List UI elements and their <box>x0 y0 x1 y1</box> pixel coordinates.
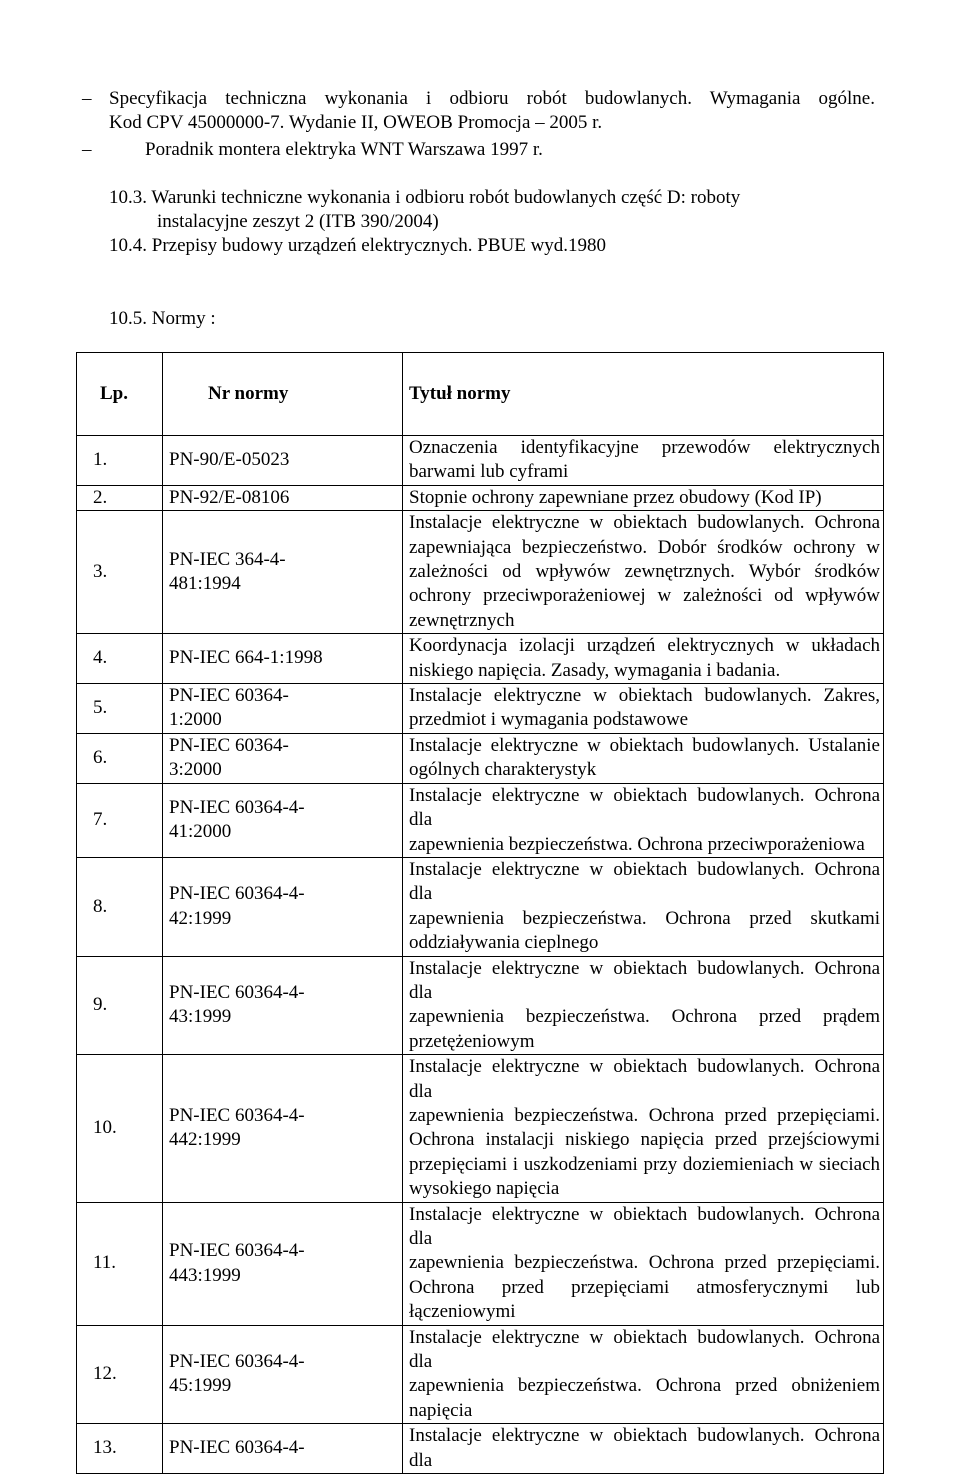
norm-number-line: PN-IEC 60364-4- <box>169 1351 305 1373</box>
reference-item-2: Poradnik montera elektryka WNT Warszawa 1997 r. <box>145 139 543 160</box>
norm-number-line: PN-92/E-08106 <box>169 486 290 508</box>
table-row <box>77 684 884 734</box>
cell-norm-number <box>163 1325 403 1424</box>
table-row <box>77 857 884 956</box>
cell-norm-title <box>403 1055 884 1202</box>
norm-number-line: 41:2000 <box>169 821 232 843</box>
norm-title-line: ochrony przeciwporażeniowej w zależności od wpływów <box>409 585 880 607</box>
norm-number-line: PN-IEC 60364-4- <box>169 1437 305 1459</box>
cell-lp: 10. <box>77 1055 163 1202</box>
reference-item-1-line-1: Specyfikacja techniczna wykonania i odbioru robót budowlanych. Wymagania ogólne. <box>109 88 875 109</box>
norm-number-line: PN-IEC 60364-4- <box>169 796 305 818</box>
cell-norm-title <box>403 634 884 684</box>
norm-title-line: zapewnienia bezpieczeństwa. Ochrona przed przepięciami. <box>409 1252 880 1274</box>
norm-title-line: zapewniająca bezpieczeństwo. Dobór środków ochrony w <box>409 536 880 558</box>
cell-lp: 7. <box>77 783 163 857</box>
norm-title-line: barwami lub cyframi <box>409 461 569 483</box>
norm-title-line: zapewnienia bezpieczeństwa. Ochrona przed prądem <box>409 1006 880 1028</box>
norm-title-line: zapewnienia bezpieczeństwa. Ochrona przeciwporażeniowa <box>409 833 865 855</box>
table-row <box>77 956 884 1055</box>
norm-number-line: 442:1999 <box>169 1129 241 1151</box>
header-title: Tytuł normy <box>403 353 884 436</box>
reference-item-1-line-2: Kod CPV 45000000-7. Wydanie II, OWEOB Promocja – 2005 r. <box>109 112 603 133</box>
norm-title-line: Instalacje elektryczne w obiektach budowlanych. Ochrona dla <box>409 1203 880 1249</box>
reference-10-3-line-2: instalacyjne zeszyt 2 (ITB 390/2004) <box>157 211 439 232</box>
norm-number-line: PN-IEC 60364-4- <box>169 981 305 1003</box>
cell-norm-number <box>163 511 403 634</box>
cell-norm-title <box>403 1424 884 1474</box>
cell-norm-title <box>403 857 884 956</box>
bullet-dash: – <box>82 139 92 160</box>
cell-norm-number <box>163 634 403 684</box>
cell-norm-title <box>403 783 884 857</box>
norm-title-line: zapewnienia bezpieczeństwa. Ochrona przed skutkami <box>409 907 880 929</box>
cell-norm-title <box>403 684 884 734</box>
cell-norm-number <box>163 783 403 857</box>
table-row <box>77 436 884 486</box>
table-row <box>77 733 884 783</box>
table-row <box>77 634 884 684</box>
norm-number-line: PN-IEC 60364- <box>169 734 289 756</box>
norm-title-line: niskiego napięcia. Zasady, wymagania i badania. <box>409 659 781 681</box>
cell-lp: 8. <box>77 857 163 956</box>
norm-title-line: zależności od wpływów zewnętrznych. Wybór środków <box>409 561 880 583</box>
norm-title-line: wysokiego napięcia <box>409 1178 560 1200</box>
cell-norm-number <box>163 684 403 734</box>
norm-number-line: PN-IEC 60364- <box>169 685 289 707</box>
cell-lp: 5. <box>77 684 163 734</box>
norm-title-line: Instalacje elektryczne w obiektach budowlanych. Ochrona dla <box>409 1056 880 1102</box>
norm-title-line: przedmiot i wymagania podstawowe <box>409 709 689 731</box>
cell-norm-number <box>163 956 403 1055</box>
norm-number-line: PN-90/E-05023 <box>169 449 290 471</box>
cell-norm-title <box>403 436 884 486</box>
cell-norm-number <box>163 857 403 956</box>
norm-title-line: Instalacje elektryczne w obiektach budowlanych. Ochrona dla <box>409 1326 880 1373</box>
cell-norm-number <box>163 733 403 783</box>
table-row <box>77 1055 884 1202</box>
norm-title-line: Instalacje elektryczne w obiektach budowlanych. Ochrona dla <box>409 858 880 905</box>
table-row <box>77 783 884 857</box>
table-header-row <box>77 353 884 436</box>
norm-number-line: PN-IEC 60364-4- <box>169 1104 305 1126</box>
norm-number-line: 43:1999 <box>169 1006 232 1028</box>
cell-norm-number <box>163 436 403 486</box>
norm-title-line: zewnętrznych <box>409 609 515 631</box>
cell-lp: 6. <box>77 733 163 783</box>
norm-number-line: 443:1999 <box>169 1264 241 1286</box>
norm-title-line: Instalacje elektryczne w obiektach budowlanych. Ochrona dla <box>409 957 880 1003</box>
section-heading: 10.5. Normy : <box>109 308 216 329</box>
norm-title-line: Instalacje elektryczne w obiektach budowlanych. Ustalanie <box>409 734 880 756</box>
cell-lp: 11. <box>77 1202 163 1325</box>
norm-title-line: ogólnych charakterystyk <box>409 759 597 781</box>
cell-norm-number <box>163 1055 403 1202</box>
norm-title-line: Oznaczenia identyfikacyjne przewodów elektrycznych <box>409 437 880 458</box>
reference-10-4: 10.4. Przepisy budowy urządzeń elektrycznych. PBUE wyd.1980 <box>109 235 607 256</box>
norm-number-line: PN-IEC 364-4- <box>169 548 286 570</box>
norm-title-line: Instalacje elektryczne w obiektach budowlanych. Ochrona dla <box>409 1425 880 1471</box>
cell-norm-number <box>163 1424 403 1474</box>
norm-title-line: Koordynacja izolacji urządzeń elektrycznych w układach <box>409 635 880 657</box>
norm-number-line: PN-IEC 60364-4- <box>169 1240 305 1262</box>
bullet-dash: – <box>82 88 92 109</box>
cell-norm-title <box>403 1325 884 1424</box>
norm-title-line: przetężeniowym <box>409 1030 535 1052</box>
cell-lp: 1. <box>77 436 163 486</box>
header-nr: Nr normy <box>163 353 403 436</box>
cell-norm-title <box>403 956 884 1055</box>
table-row <box>77 511 884 634</box>
cell-norm-title <box>403 1202 884 1325</box>
cell-norm-title <box>403 733 884 783</box>
table-row <box>77 1424 884 1474</box>
norm-title-line: Instalacje elektryczne w obiektach budowlanych. Ochrona dla <box>409 784 880 831</box>
cell-norm-title <box>403 485 884 510</box>
cell-lp: 12. <box>77 1325 163 1424</box>
table-row <box>77 1202 884 1325</box>
header-lp: Lp. <box>77 353 163 436</box>
norm-title-line: łączeniowymi <box>409 1301 516 1323</box>
norm-title-line: Ochrona przed przepięciami atmosferycznymi lub <box>409 1276 880 1298</box>
norm-number-line: 481:1994 <box>169 573 241 595</box>
norm-number-line: 3:2000 <box>169 759 222 781</box>
cell-lp: 2. <box>77 485 163 510</box>
table-row <box>77 1325 884 1424</box>
norm-title-line: Instalacje elektryczne w obiektach budowlanych. Ochrona <box>409 512 880 534</box>
cell-norm-title <box>403 511 884 634</box>
cell-norm-number <box>163 1202 403 1325</box>
norm-title-line: Stopnie ochrony zapewniane przez obudowy (Kod IP) <box>409 486 822 508</box>
reference-10-3-line-1: 10.3. Warunki techniczne wykonania i odbioru robót budowlanych część D: roboty <box>109 187 741 208</box>
norm-number-line: PN-IEC 60364-4- <box>169 883 305 905</box>
cell-lp: 3. <box>77 511 163 634</box>
norm-title-line: oddziaływania cieplnego <box>409 932 599 954</box>
cell-lp: 9. <box>77 956 163 1055</box>
cell-lp: 4. <box>77 634 163 684</box>
norm-title-line: zapewnienia bezpieczeństwa. Ochrona przed przepięciami. <box>409 1104 880 1126</box>
norms-table <box>76 352 884 1474</box>
norm-title-line: napięcia <box>409 1399 473 1421</box>
cell-norm-number <box>163 485 403 510</box>
norm-title-line: przepięciami i uszkodzeniami przy doziemieniach w sieciach <box>409 1153 880 1175</box>
cell-lp: 13. <box>77 1424 163 1474</box>
norm-number-line: 45:1999 <box>169 1375 232 1397</box>
norm-number-line: 1:2000 <box>169 709 222 731</box>
norm-title-line: zapewnienia bezpieczeństwa. Ochrona przed obniżeniem <box>409 1375 880 1397</box>
table-row <box>77 485 884 510</box>
norm-number-line: 42:1999 <box>169 907 232 929</box>
norm-title-line: Instalacje elektryczne w obiektach budowlanych. Zakres, <box>409 685 880 707</box>
norm-title-line: Ochrona instalacji niskiego napięcia przed przejściowymi <box>409 1129 880 1151</box>
norm-number-line: PN-IEC 664-1:1998 <box>169 647 323 669</box>
